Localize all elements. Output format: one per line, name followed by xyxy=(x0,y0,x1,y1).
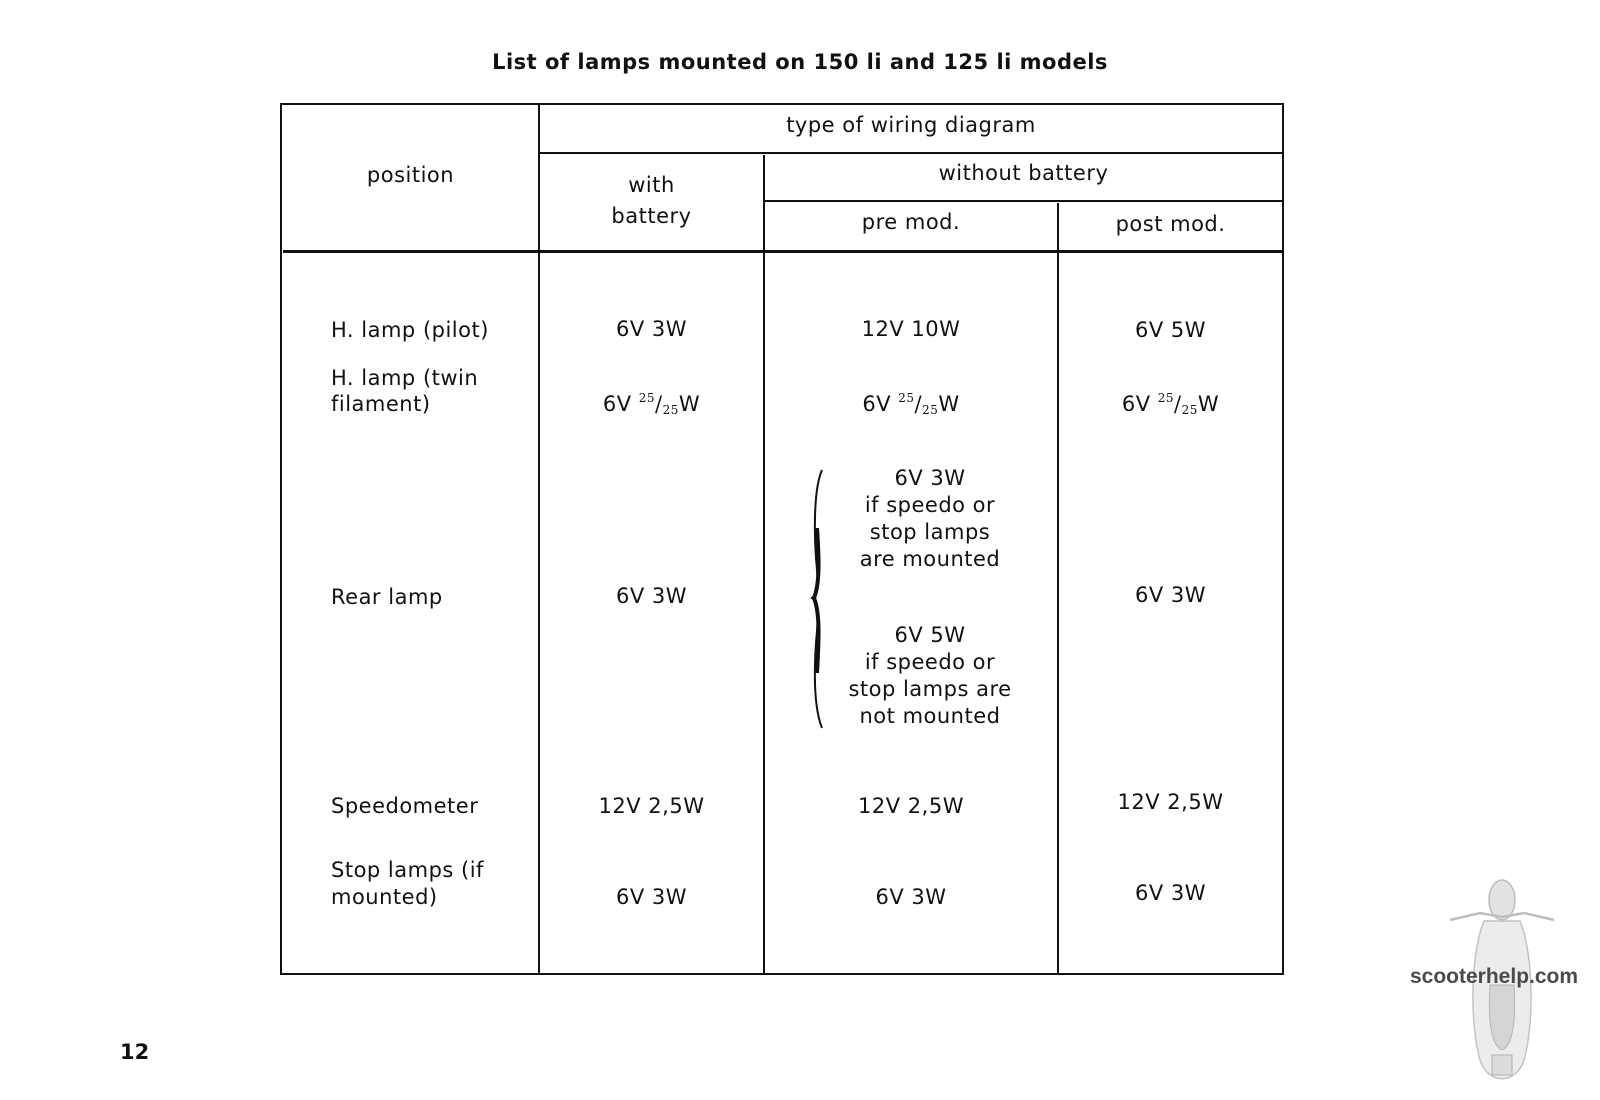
header-position: position xyxy=(366,163,455,187)
row-hlamp-twin-post-mod: 6V $^{25}$/25W xyxy=(1121,391,1220,417)
option-a-line1: 6V 3W xyxy=(894,466,966,490)
row-hlamp-pilot-position: H. lamp (pilot) xyxy=(331,318,489,342)
row-rear-lamp-post-mod: 6V 3W xyxy=(1134,583,1207,607)
row-stop-lamps-post-mod: 6V 3W xyxy=(1134,881,1207,905)
row-speedometer-with-battery: 12V 2,5W xyxy=(598,794,705,818)
row-rear-lamp-with-battery: 6V 3W xyxy=(615,584,688,608)
row-speedometer-position: Speedometer xyxy=(331,794,479,818)
row-hlamp-pilot-with-battery: 6V 3W xyxy=(615,317,688,341)
option-a-line3: stop lamps xyxy=(869,520,991,544)
row-rear-lamp-position: Rear lamp xyxy=(331,585,443,609)
option-a-line4: are mounted xyxy=(859,547,1001,571)
watermark-text: scooterhelp.com xyxy=(1410,965,1579,988)
option-b-line2: if speedo or xyxy=(864,650,996,674)
option-b-line4: not mounted xyxy=(859,704,1001,728)
option-a-line2: if speedo or xyxy=(864,493,996,517)
row-hlamp-twin-pre-mod: 6V $^{25}$/25W xyxy=(862,391,960,417)
table-title: List of lamps mounted on 150 li and 125 li models xyxy=(492,50,1108,74)
header-rule-1 xyxy=(540,152,1282,154)
page-number: 12 xyxy=(120,1040,150,1064)
header-pre-mod: pre mod. xyxy=(861,210,961,234)
row-speedometer-post-mod: 12V 2,5W xyxy=(1117,790,1224,814)
row-hlamp-twin-with-battery: 6V $^{25}$/25W xyxy=(602,391,701,417)
option-b-line3: stop lamps are xyxy=(848,677,1012,701)
row-stop-lamps-position-line1: Stop lamps (if xyxy=(331,858,484,882)
row-hlamp-pilot-pre-mod: 12V 10W xyxy=(861,317,961,341)
row-hlamp-twin-position-line2: filament) xyxy=(331,392,431,416)
header-rule-2 xyxy=(765,200,1282,202)
header-post-mod: post mod. xyxy=(1115,212,1226,236)
curly-brace-icon xyxy=(808,468,832,730)
col-divider-2 xyxy=(763,155,765,973)
header-with-battery-line2: battery xyxy=(611,204,692,228)
col-divider-1 xyxy=(538,105,540,973)
header-without-battery: without battery xyxy=(938,161,1109,185)
option-b-line1: 6V 5W xyxy=(894,623,966,647)
row-hlamp-twin-position-line1: H. lamp (twin xyxy=(331,366,479,390)
header-type-of-wiring: type of wiring diagram xyxy=(786,113,1036,137)
row-hlamp-pilot-post-mod: 6V 5W xyxy=(1134,318,1207,342)
row-stop-lamps-with-battery: 6V 3W xyxy=(615,885,688,909)
header-bottom-rule xyxy=(283,250,1282,253)
row-speedometer-pre-mod: 12V 2,5W xyxy=(858,794,964,818)
row-stop-lamps-position-line2: mounted) xyxy=(331,885,438,909)
row-stop-lamps-pre-mod: 6V 3W xyxy=(875,885,947,909)
header-with-battery-line1: with xyxy=(628,173,675,197)
